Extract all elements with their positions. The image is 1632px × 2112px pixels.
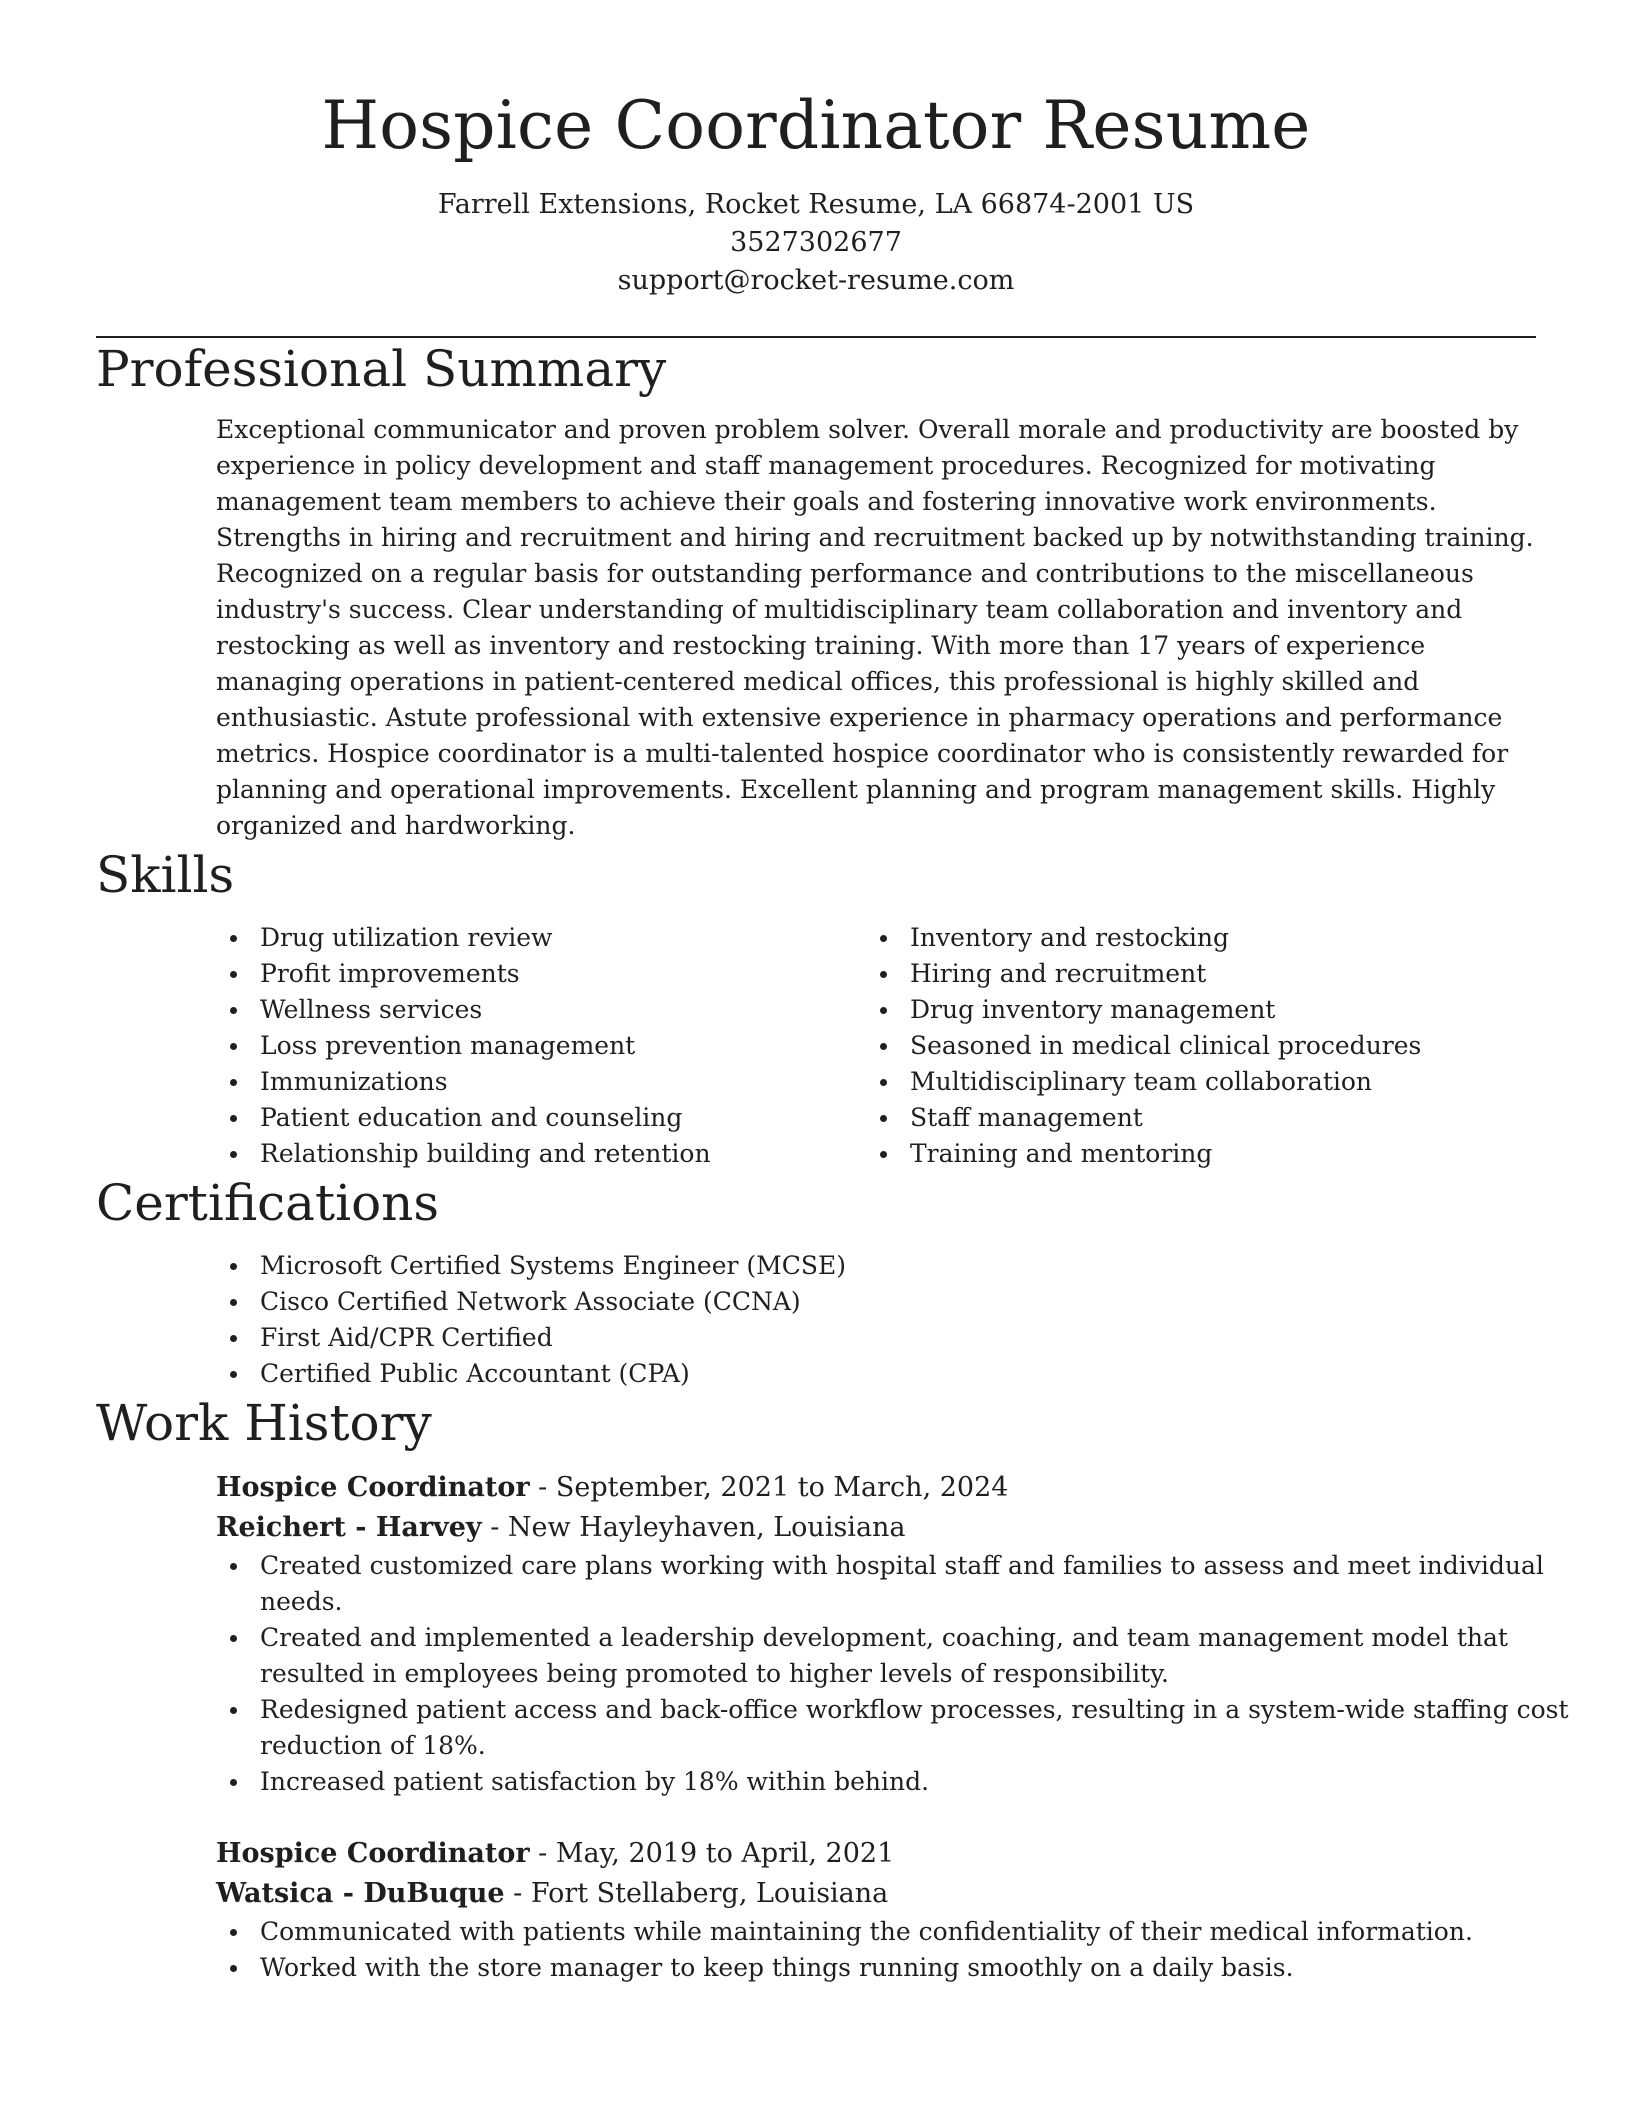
skill-item: Staff management	[910, 1100, 1516, 1136]
job-location: - Fort Stellaberg, Louisiana	[504, 1878, 889, 1909]
skill-item: Hiring and recruitment	[910, 956, 1516, 992]
job-duty-item: Created and implemented a leadership development, coaching, and team management model that resulted in employees being promoted to higher levels of responsibility.	[260, 1620, 1590, 1692]
job-duty-item: Communicated with patients while maintaining the confidentiality of their medical information.	[260, 1914, 1590, 1950]
job-company-line	[216, 1874, 1536, 1914]
skill-item: Multidisciplinary team collaboration	[910, 1064, 1516, 1100]
skill-item: Patient education and counseling	[260, 1100, 866, 1136]
skills-left-list	[216, 920, 866, 1172]
job-company: Reichert - Harvey	[216, 1512, 482, 1543]
skill-item: Seasoned in medical clinical procedures	[910, 1028, 1516, 1064]
contact-email[interactable]: support@rocket-resume.com	[617, 265, 1015, 296]
contact-phone: 3527302677	[730, 227, 902, 258]
summary-heading: Professional Summary	[96, 340, 667, 398]
certification-item: Certified Public Accountant (CPA)	[260, 1356, 1536, 1392]
skill-item: Profit improvements	[260, 956, 866, 992]
job-entry	[216, 1468, 1569, 1800]
skills-right-column	[866, 920, 1516, 1172]
job-title-line	[216, 1468, 1536, 1508]
certification-item: Cisco Certified Network Associate (CCNA)	[260, 1284, 1536, 1320]
certifications-heading: Certifications	[96, 1174, 440, 1232]
certifications-list	[216, 1248, 1536, 1392]
skills-heading: Skills	[96, 846, 235, 904]
skill-item: Inventory and restocking	[910, 920, 1516, 956]
job-title: Hospice Coordinator	[216, 1472, 530, 1503]
work-history-heading: Work History	[96, 1394, 432, 1452]
contact-block	[96, 186, 1536, 300]
job-dates: - May, 2019 to April, 2021	[529, 1838, 895, 1869]
certification-item: First Aid/CPR Certified	[260, 1320, 1536, 1356]
skill-item: Loss prevention management	[260, 1028, 866, 1064]
job-duty-item: Redesigned patient access and back-office workflow processes, resulting in a system-wide staffing cost reduction of 18%.	[260, 1692, 1590, 1764]
job-location: - New Hayleyhaven, Louisiana	[481, 1512, 906, 1543]
skill-item: Wellness services	[260, 992, 866, 1028]
summary-text: Exceptional communicator and proven problem solver. Overall morale and productivity are boosted by experience in policy development and staff management procedures. Recognized for motivating management team members to achieve their goals and fostering innovative work environments. Strengths in hiring and recruitment and hiring and recruitment backed up by notwithstanding training. Recognized on a regular basis for outstanding performance and contributions to the miscellaneous industry's success. Clear understanding of multidisciplinary team collaboration and inventory and restocking as well as inventory and restocking training. With more than 17 years of experience managing operations in patient-centered medical offices, this professional is highly skilled and enthusiastic. Astute professional with extensive experience in pharmacy operations and performance metrics. Hospice coordinator is a multi-talented hospice coordinator who is consistently rewarded for planning and operational improvements. Excellent planning and program management skills. Highly organized and hardworking.	[216, 415, 1534, 840]
job-title-line	[216, 1834, 1536, 1874]
job-duty-item: Created customized care plans working with hospital staff and families to assess and meet individual needs.	[260, 1548, 1590, 1620]
resume-page	[96, 0, 1569, 1986]
skill-item: Drug utilization review	[260, 920, 866, 956]
job-duties-list	[216, 1548, 1590, 1800]
job-duties-list	[216, 1914, 1590, 1986]
job-dates: - September, 2021 to March, 2024	[529, 1472, 1009, 1503]
skill-item: Training and mentoring	[910, 1136, 1516, 1172]
certification-item: Microsoft Certified Systems Engineer (MCSE)	[260, 1248, 1536, 1284]
skills-right-list	[866, 920, 1516, 1172]
job-entry	[216, 1834, 1536, 1986]
job-duty-item: Worked with the store manager to keep things running smoothly on a daily basis.	[260, 1950, 1590, 1986]
skill-item: Relationship building and retention	[260, 1136, 866, 1172]
certifications-block	[216, 1248, 1536, 1392]
resume-title: Hospice Coordinator Resume	[321, 87, 1311, 164]
job-duty-item: Increased patient satisfaction by 18% within behind.	[260, 1764, 1590, 1800]
skill-item: Drug inventory management	[910, 992, 1516, 1028]
skills-columns	[216, 920, 1536, 1172]
job-title: Hospice Coordinator	[216, 1838, 530, 1869]
skill-item: Immunizations	[260, 1064, 866, 1100]
job-company-line	[216, 1508, 1536, 1548]
job-company: Watsica - DuBuque	[216, 1878, 505, 1909]
contact-address: Farrell Extensions, Rocket Resume, LA 66874-2001 US	[437, 189, 1195, 220]
skills-left-column	[216, 920, 866, 1172]
